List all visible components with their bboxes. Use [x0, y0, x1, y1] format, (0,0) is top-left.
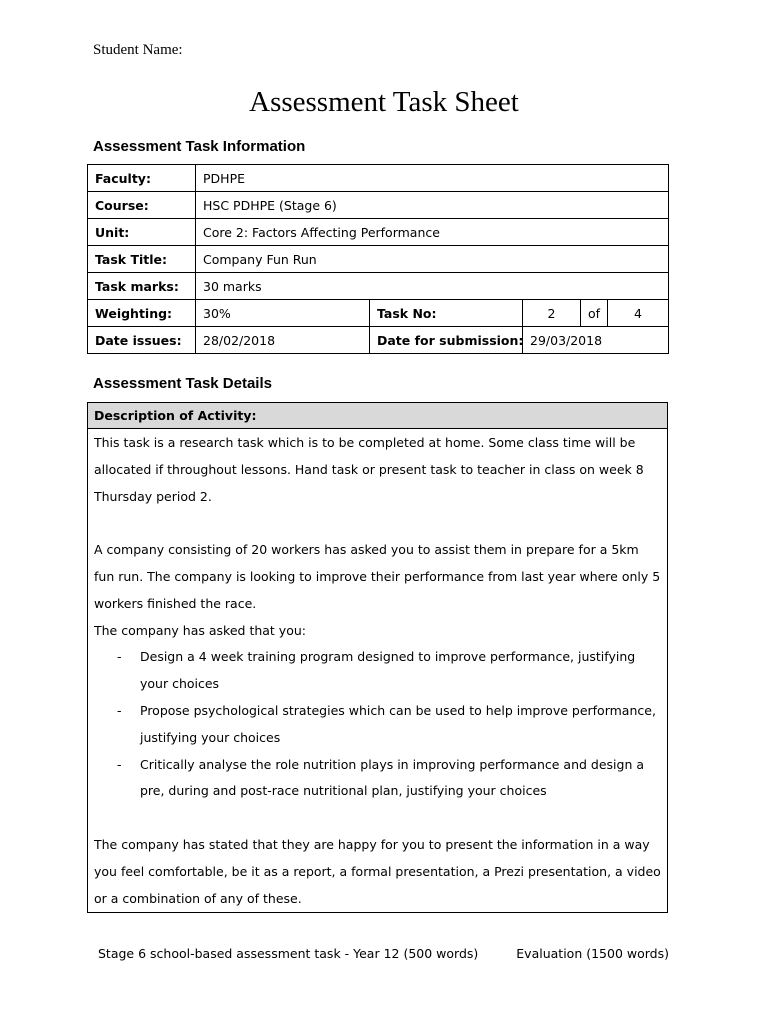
submission-date-label: Date for submission:	[370, 327, 523, 354]
blank-line	[94, 510, 661, 537]
date-issued-value: 28/02/2018	[196, 327, 370, 354]
list-item	[94, 698, 661, 752]
task-total-value: 4	[608, 300, 669, 327]
task-marks-label: Task marks:	[88, 273, 196, 300]
task-info-table	[87, 164, 669, 354]
list-item	[94, 644, 661, 698]
list-item	[94, 752, 661, 806]
submission-date-value: 29/03/2018	[523, 327, 669, 354]
footer-left-text: Stage 6 school-based assessment task - Year 12 (500 words)	[98, 946, 479, 961]
footer-right-text: Evaluation (1500 words)	[516, 946, 669, 961]
dates-row	[88, 327, 669, 354]
unit-row	[88, 219, 669, 246]
faculty-label: Faculty:	[88, 165, 196, 192]
list-item-text: Propose psychological strategies which can be used to help improve performance, justifying your choices	[140, 702, 656, 745]
course-label: Course:	[88, 192, 196, 219]
task-title-row	[88, 246, 669, 273]
student-name-label: Student Name:	[93, 42, 183, 58]
list-item-text: Design a 4 week training program designed to improve performance, justifying your choices	[140, 649, 636, 692]
list-item-text: Critically analyse the role nutrition plays in improving performance and design a pre, during and post-race nutritional plan, justifying your choices	[140, 756, 644, 799]
description-header-row	[88, 403, 668, 429]
blank-line	[94, 805, 661, 832]
weighting-row	[88, 300, 669, 327]
description-body-row	[88, 429, 668, 913]
faculty-value: PDHPE	[196, 165, 669, 192]
faculty-row	[88, 165, 669, 192]
requirements-list	[94, 644, 661, 805]
task-no-value: 2	[523, 300, 581, 327]
task-details-table	[87, 402, 668, 913]
bullet-marker: -	[117, 756, 122, 772]
bullet-marker: -	[117, 702, 122, 718]
task-title-label: Task Title:	[88, 246, 196, 273]
description-paragraph-1: This task is a research task which is to be completed at home. Some class time will be allocated if throughout lessons. Hand task or present task to teacher in class on week 8 Thursday period 2.	[94, 435, 644, 504]
course-value: HSC PDHPE (Stage 6)	[196, 192, 669, 219]
details-section-heading: Assessment Task Details	[93, 375, 272, 392]
task-no-label: Task No:	[370, 300, 523, 327]
course-row	[88, 192, 669, 219]
description-body	[88, 429, 668, 913]
info-section-heading: Assessment Task Information	[93, 138, 306, 155]
description-paragraph-4: The company has stated that they are happy for you to present the information in a way you feel comfortable, be it as a report, a formal presentation, a Prezi presentation, a video or a combination of any of these.	[94, 836, 661, 906]
task-marks-value: 30 marks	[196, 273, 669, 300]
weighting-value: 30%	[196, 300, 370, 327]
weighting-label: Weighting:	[88, 300, 196, 327]
page-title: Assessment Task Sheet	[249, 86, 519, 118]
date-issued-label: Date issues:	[88, 327, 196, 354]
description-label: Description of Activity:	[88, 403, 668, 429]
unit-value: Core 2: Factors Affecting Performance	[196, 219, 669, 246]
unit-label: Unit:	[88, 219, 196, 246]
task-marks-row	[88, 273, 669, 300]
description-paragraph-2: A company consisting of 20 workers has asked you to assist them in prepare for a 5km fun run. The company is looking to improve their performance from last year where only 5 workers finished the race.	[94, 542, 661, 611]
task-title-value: Company Fun Run	[196, 246, 669, 273]
description-paragraph-3: The company has asked that you:	[94, 622, 306, 638]
of-label: of	[581, 300, 608, 327]
bullet-marker: -	[117, 649, 122, 665]
